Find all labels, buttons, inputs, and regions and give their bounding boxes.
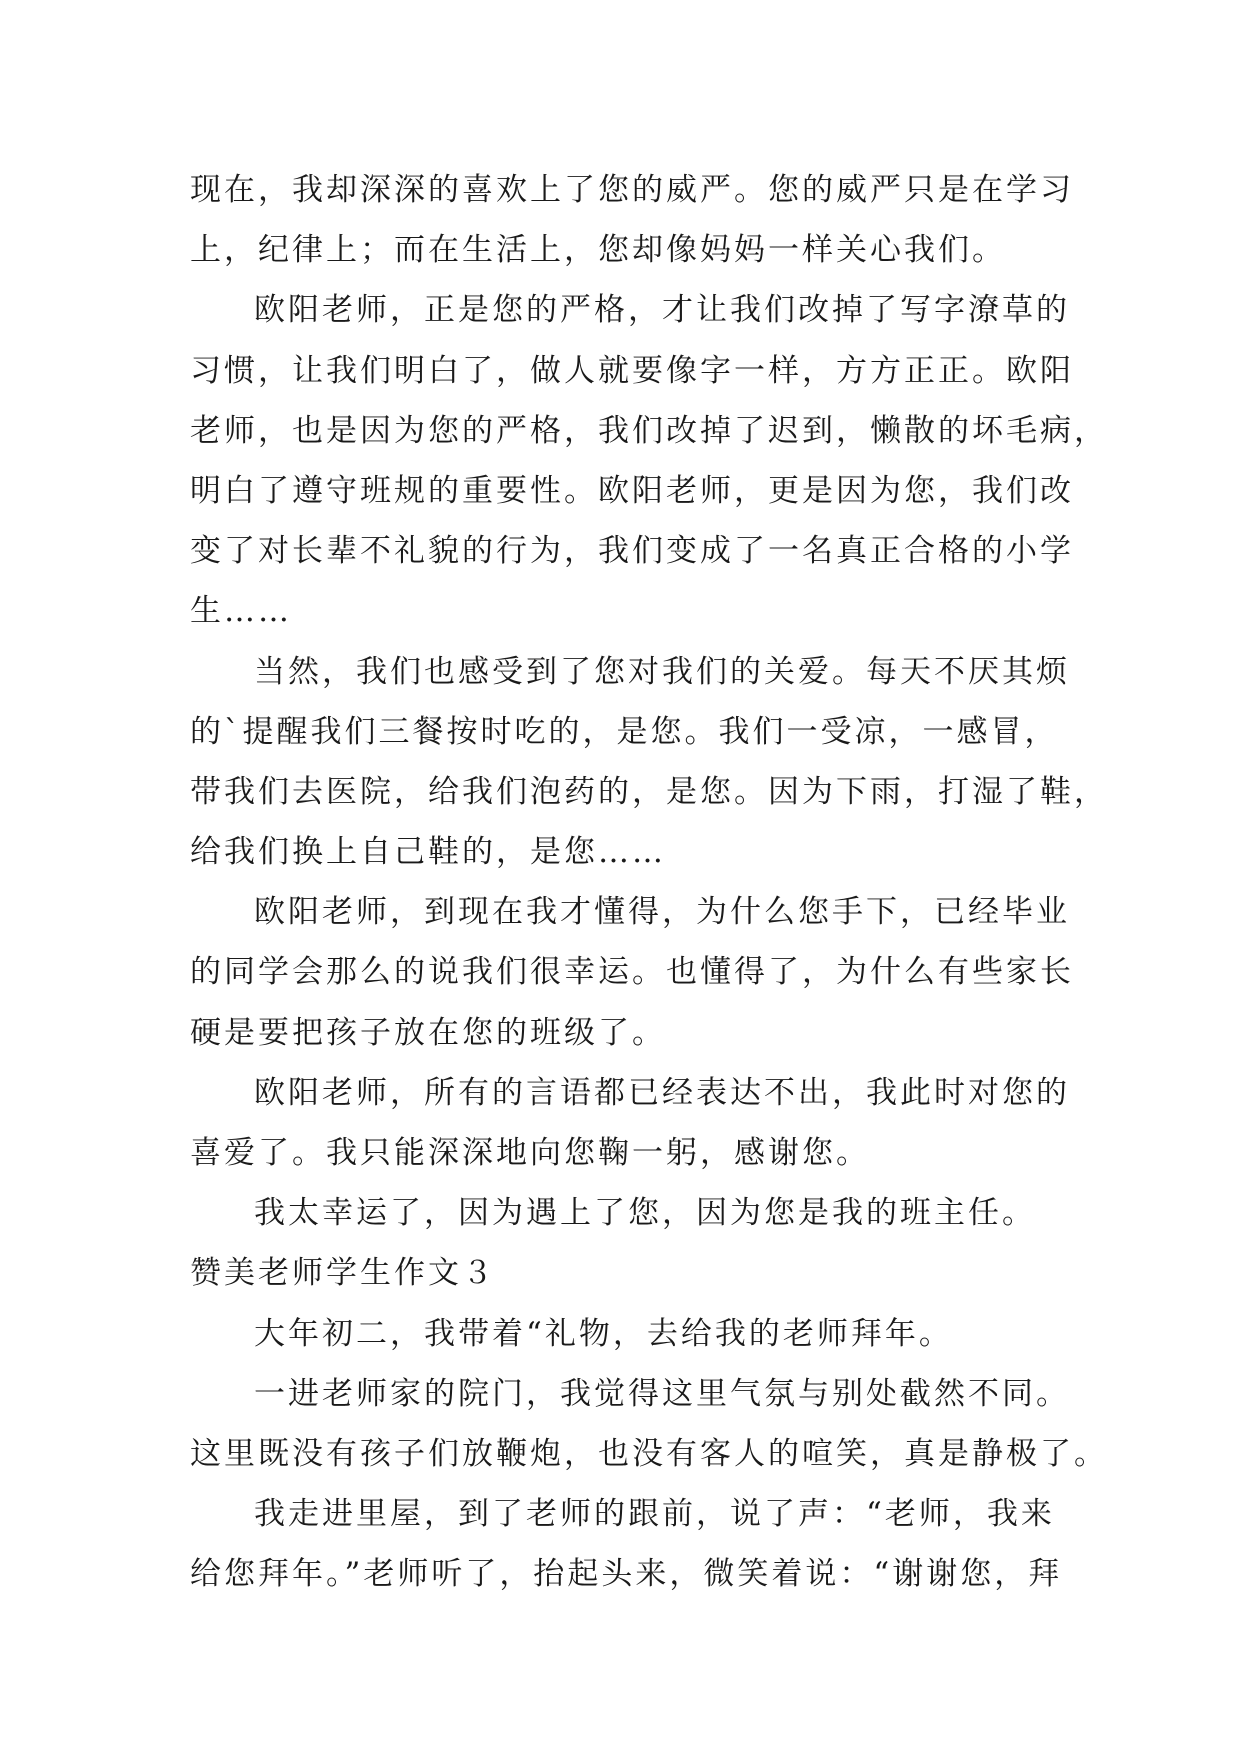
paragraph-start-line: 欧阳老师，到现在我才懂得，为什么您手下，已经毕业 [254,894,1070,931]
text-line: 带我们去医院，给我们泡药的，是您。因为下雨，打湿了鞋， [190,773,1108,810]
section-heading: 赞美老师学生作文３ [190,1255,496,1292]
text-line: 硬是要把孩子放在您的班级了。 [190,1014,666,1051]
text-line: 老师，也是因为您的严格，我们改掉了迟到，懒散的坏毛病， [190,412,1108,449]
text-line: 明白了遵守班规的重要性。欧阳老师，更是因为您，我们改 [190,472,1074,509]
text-line: 给我们换上自己鞋的，是您…… [190,834,666,871]
paragraph-start-line: 我太幸运了，因为遇上了您，因为您是我的班主任。 [254,1195,1036,1232]
text-line: 上，纪律上；而在生活上，您却像妈妈一样关心我们。 [190,232,1006,269]
text-line: 生…… [190,593,292,630]
text-line: 的同学会那么的说我们很幸运。也懂得了，为什么有些家长 [190,954,1074,991]
text-line: 这里既没有孩子们放鞭炮，也没有客人的喧笑，真是静极了。 [190,1435,1108,1472]
text-line: 习惯，让我们明白了，做人就要像字一样，方方正正。欧阳 [190,352,1074,389]
paragraph-start-line: 欧阳老师，所有的言语都已经表达不出，我此时对您的 [254,1074,1070,1111]
paragraph-start-line: 欧阳老师，正是您的严格，才让我们改掉了写字潦草的 [254,292,1070,329]
paragraph-start-line: 大年初二，我带着“礼物，去给我的老师拜年。 [254,1315,953,1352]
text-line: 给您拜年。”老师听了，抬起头来，微笑着说：“谢谢您，拜 [190,1556,1063,1593]
text-line: 喜爱了。我只能深深地向您鞠一躬，感谢您。 [190,1135,870,1171]
paragraph-start-line: 一进老师家的院门，我觉得这里气氛与别处截然不同。 [254,1375,1070,1412]
paragraph-start-line: 我走进里屋，到了老师的跟前，说了声：“老师，我来 [254,1496,1055,1533]
text-line: 变了对长辈不礼貌的行为，我们变成了一名真正合格的小学 [190,533,1074,570]
essay-body [190,160,1108,1605]
text-line: 的`提醒我们三餐按时吃的，是您。我们一受凉，一感冒， [190,713,1059,750]
text-line: 现在，我却深深的喜欢上了您的威严。您的威严只是在学习 [190,172,1074,208]
paragraph-start-line: 当然，我们也感受到了您对我们的关爱。每天不厌其烦 [254,653,1070,690]
